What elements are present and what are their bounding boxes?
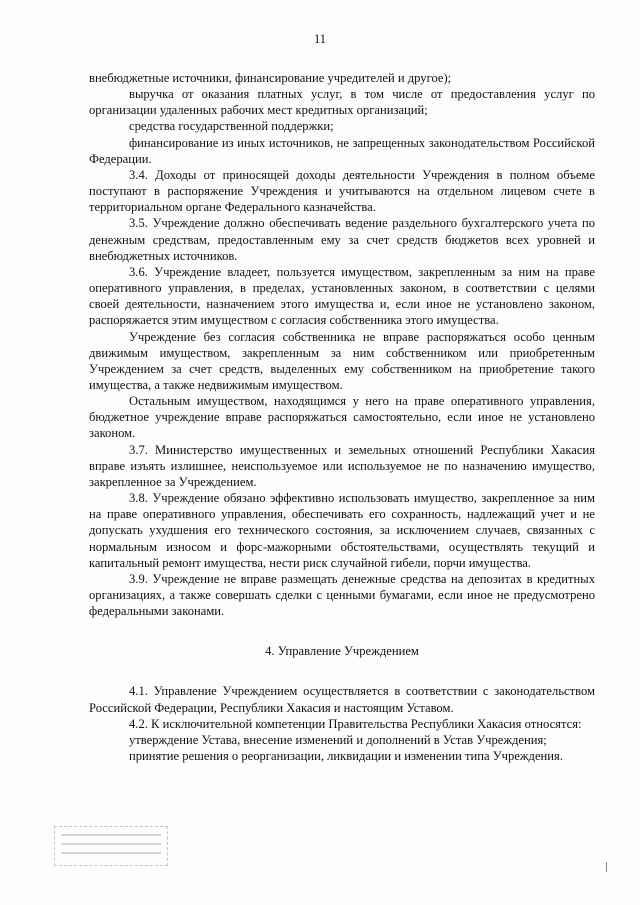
paragraph: утверждение Устава, внесение изменений и дополнений в Устав Учреждения; xyxy=(129,732,547,747)
registration-stamp xyxy=(54,826,168,866)
paragraph: финансирование из иных источников, не запрещенных законодательством Российской Федерации. xyxy=(89,135,595,166)
paragraph: внебюджетные источники, финансирование учредителей и другое); xyxy=(89,71,452,85)
paragraph: 3.7. Министерство имущественных и земельных отношений Республики Хакасия вправе изъять излишнее, неиспользуемое или используемое не по назначению имущество, закрепленное за Учреждением. xyxy=(89,442,595,489)
paragraph: Учреждение без согласия собственника не вправе распоряжаться особо ценным движимым имуществом, закрепленным за ним собственником или приобретенным Учреждением за счет средств, выделенных ему собственником на приобретение такого имущества, а также недвижимым имуществом. xyxy=(89,329,595,392)
stamp-line xyxy=(61,834,161,836)
paragraph: 3.4. Доходы от приносящей доходы деятельности Учреждения в полном объеме поступают в распоряжение Учреждения и учитываются на отдельном лицевом счете в территориальном органе Федерального казначейства. xyxy=(89,167,595,215)
page-number: 11 xyxy=(313,32,327,46)
paragraph: 4.1. Управление Учреждением осуществляется в соответствии с законодательством Российской Федерации, Республики Хакасия и настоящим Уставом. xyxy=(89,684,595,715)
stamp-line xyxy=(61,852,161,854)
paragraph: 3.6. Учреждение владеет, пользуется имуществом, закрепленным за ним на праве оперативного управления, в пределах, установленных законом, в соответствии с целями своей деятельности, назначением этого имущества и, если иное не установлено законом, распоряжается этим имуществом с согласия собственника этого имущества. xyxy=(89,264,595,328)
paragraph: 3.8. Учреждение обязано эффективно использовать имущество, закрепленное за ним на праве оперативного управления, обеспечивать его сохранность, надлежащий учет и не допускать ухудшения его технического состояния, за исключением случаев, связанных с нормальным износом и форс-мажорными обстоятельствами, осуществлять текущий и капитальный ремонт имущества, нести риск случайной гибели, порчи имущества. xyxy=(89,491,595,570)
paragraph: выручка от оказания платных услуг, в том числе от предоставления услуг по организации удаленных рабочих мест кредитных организаций; xyxy=(89,87,595,118)
paragraph: средства государственной поддержки; xyxy=(129,119,334,134)
paragraph: 4.2. К исключительной компетенции Правительства Республики Хакасия относятся: xyxy=(129,716,582,731)
document-body xyxy=(89,70,595,764)
paragraph: принятие решения о реорганизации, ликвидации и изменении типа Учреждения. xyxy=(129,749,563,764)
scan-mark xyxy=(606,862,607,872)
paragraph: Остальным имуществом, находящимся у него на праве оперативного управления, бюджетное учреждение вправе распоряжаться самостоятельно, если иное не установлено законом. xyxy=(89,394,595,441)
paragraph: 3.5. Учреждение должно обеспечивать ведение раздельного бухгалтерского учета по денежным средствам, предоставленным ему за счет средств бюджетов всех уровней и внебюджетных источников. xyxy=(89,216,595,263)
section-heading: 4. Управление Учреждением xyxy=(265,644,419,659)
stamp-line xyxy=(61,843,161,845)
paragraph: 3.9. Учреждение не вправе размещать денежные средства на депозитах в кредитных организациях, а также совершать сделки с ценными бумагами, если иное не предусмотрено федеральными законами. xyxy=(89,571,595,619)
